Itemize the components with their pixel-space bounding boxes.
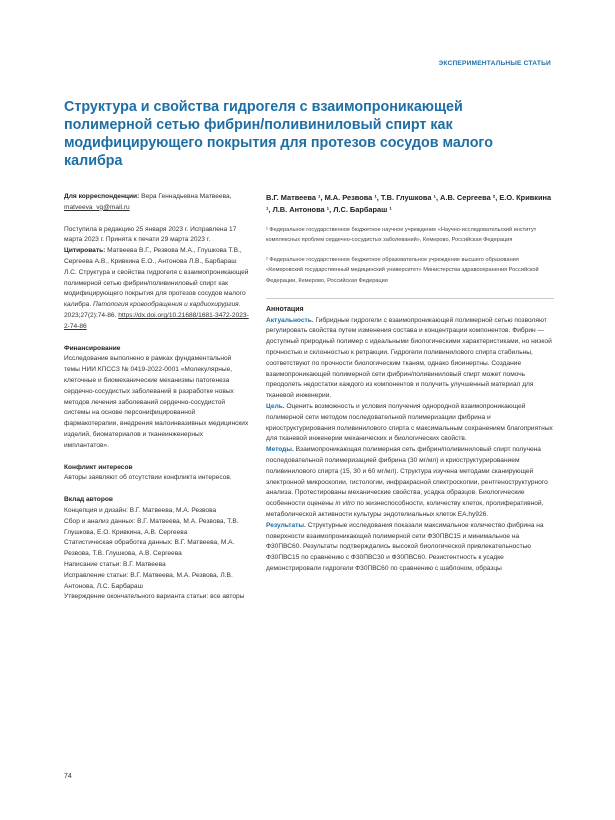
- conflict-text: Авторы заявляют об отсутствии конфликта интересов.: [64, 474, 232, 482]
- cite-journal: Патология кровообращения и кардиохирургия: [93, 301, 239, 309]
- contrib-line: Исправление статьи: В.Г. Матвеева, М.А. Резвова, Л.В. Антонова, Л.С. Барбараш: [64, 571, 233, 590]
- funding-heading: Финансирование: [64, 344, 121, 352]
- correspondence-block: [64, 192, 249, 214]
- contrib-line: Написание статьи: В.Г. Матвеева: [64, 560, 166, 568]
- methods-italic: in vitro: [335, 500, 355, 508]
- conflict-block: [64, 463, 249, 485]
- section-label: ЭКСПЕРИМЕНТАЛЬНЫЕ СТАТЬИ: [438, 60, 551, 67]
- abstract-methods: [266, 445, 554, 521]
- conflict-heading: Конфликт интересов: [64, 463, 133, 471]
- methods-text: Взаимопроникающая полимерная сеть фибрин/поливиниловый спирт получена последовательной полимеризацией фибрина (30 мг/мл) и криоструктурированием поливинилового спирта (15, 30 и 60 мг/мл). Структура изучена методами сканирующей электронной микроскопии, гистологии, инфракрасной спектроскопии, рентгеноструктурного анализа. Протестированы механические свойства, усадка образцов. Биологические особенности оценены: [266, 446, 548, 508]
- cite-text: Матвеева В.Г., Резвова М.А., Глушкова Т.В., Сергеева А.В., Кривкина Е.О., Антонова Л.В., Барбараш Л.С. Структура и свойства гидрогеля с взаимопроникающей полимерной сетью фибрин/поливиниловый спирт как модифицирующего покрытия для протезов сосудов малого калибра.: [64, 247, 249, 309]
- doi-link[interactable]: https://dx.doi.org/10.21688/1681-3472-2023-2-74-86: [64, 311, 249, 330]
- funding-text: Исследование выполнено в рамках фундаментальной темы НИИ КПССЗ № 0419-2022-0001 «Молекулярные, клеточные и биомеханические механизмы патогенеза сердечно-сосудистых заболеваний в разработке новых методов лечения заболеваний сердечно-сосудистой системы на основе персонифицированной фармакотерапии, внедрения малоинвазивных медицинских изделий, биоматериалов и тканеинженерных имплантатов».: [64, 355, 249, 449]
- abstract-heading: Аннотация: [266, 305, 304, 313]
- left-column: [64, 192, 249, 614]
- results-label: Результаты.: [266, 521, 306, 529]
- results-text: Структурные исследования показали максимальное количество фибрина на поверхности взаимопроникающей полимерной сети Ф30ПВС15 и минимальное на Ф30ПВС60. Результаты подтверждались высокой биологической привлекательностью Ф30ПВС15 по сравнению с Ф30ПВС30 и Ф30ПВС60. Резистентность к усадке демонстрировали гидрогели Ф30ПВС60 по сравнению с шаблоном, образцы: [266, 521, 544, 572]
- right-column: [266, 192, 554, 575]
- aim-label: Цель.: [266, 403, 285, 410]
- funding-block: [64, 344, 249, 452]
- contrib-line: Концепция и дизайн: В.Г. Матвеева, М.А. Резвова: [64, 506, 217, 514]
- abstract-aim: [266, 402, 554, 445]
- correspondence-email-link[interactable]: matveeva_vg@mail.ru: [64, 203, 130, 211]
- abstract-relevance: [266, 316, 554, 402]
- contrib-block: [64, 495, 249, 603]
- article-title: Структура и свойства гидрогеля с взаимопроникающей полимерной сетью фибрин/поливиниловый спирт как модифицирующего покрытия для протезов сосудов малого калибра: [64, 99, 493, 169]
- relevance-text: Гибридные гидрогели с взаимопроникающей полимерной сетью позволяют регулировать свойства путем изменения состава и концентрации компонентов. Фибрин — доступный природный полимер с идеальными биологическими характеристиками, но низкой прочностью и склонностью к ретракции. Гидрогели поливинилового спирта стабильны, соответствуют по прочности биологическим тканям, однако биоинертны. Создание взаимопроникающей полимерной сети фибрин/поливиниловый спирт может помочь преодолеть недостатки каждого из компонентов и получить улучшенный материал для тканевой инженерии.: [266, 316, 552, 400]
- cite-details: . 2023;27(2):74-86.: [64, 301, 241, 319]
- page-number: 74: [64, 773, 72, 780]
- methods-text-2: по жизнеспособности, количеству клеток, пролиферативной, метаболической активности культуры эндотелиальных клеток EA.hy926.: [266, 500, 544, 518]
- authors-line: В.Г. Матвеева ¹, М.А. Резвова ¹, Т.В. Глушкова ¹, А.В. Сергеева ², Е.О. Кривкина ¹, Л.В. Антонова ¹, Л.С. Барбараш ¹: [266, 193, 552, 215]
- abstract-results: [266, 521, 554, 575]
- aim-text: Оценить возможность и условия получения однородной взаимопроникающей полимерной сети методом последовательной полимеризации фибрина и криоструктурирования поливинилового спирта с максимальным сохранением благоприятных для тканевой инженерии механических и биологических свойств.: [266, 403, 553, 443]
- divider: [266, 298, 554, 299]
- correspondence-label: Для корреспонденции:: [64, 193, 140, 200]
- contrib-line: Утверждение окончательного варианта статьи: все авторы: [64, 593, 245, 601]
- affiliation-2: ² Федеральное государственное бюджетное образовательное учреждение высшего образования «Кемеровский государственный медицинский университет» Министерства здравоохранения Российской Федерации, Кемерово, Российская Федерация: [266, 257, 539, 284]
- cite-label: Цитировать:: [64, 247, 106, 255]
- contrib-line: Статистическая обработка данных: В.Г. Матвеева, М.А. Резвова, Т.В. Глушкова, А.В. Сергеева: [64, 539, 235, 558]
- correspondence-text: Вера Геннадьевна Матвеева,: [139, 193, 232, 200]
- methods-label: Методы.: [266, 446, 294, 454]
- contrib-heading: Вклад авторов: [64, 496, 113, 504]
- cite-block: [64, 246, 249, 332]
- contrib-line: Сбор и анализ данных: В.Г. Матвеева, М.А. Резвова, Т.В. Глушкова, Е.О. Кривкина, А.В. Сергеева: [64, 517, 239, 536]
- relevance-label: Актуальность.: [266, 316, 314, 324]
- affiliation-1: ¹ Федеральное государственное бюджетное научное учреждение «Научно-исследовательский институт комплексных проблем сердечно-сосудистых заболеваний», Кемерово, Российская Федерация: [266, 226, 537, 244]
- dates-text: Поступила в редакцию 25 января 2023 г. Исправлена 17 марта 2023 г. Принята к печати 29 марта 2023 г.: [64, 225, 237, 244]
